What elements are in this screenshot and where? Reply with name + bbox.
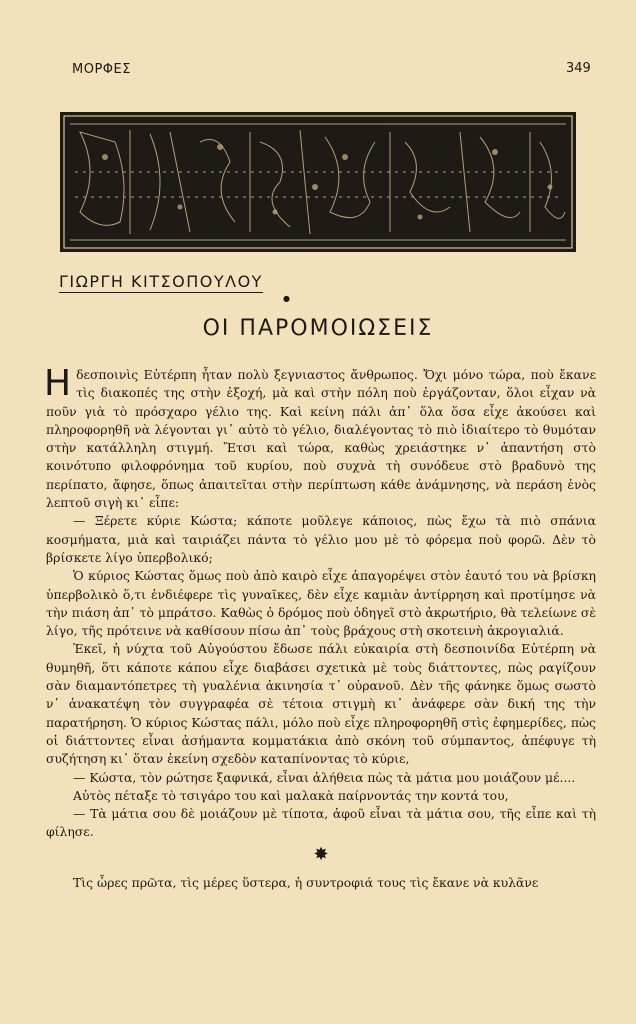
article-author: ΓΙΩΡΓΗ ΚΙΤΣΟΠΟΥΛΟΥ xyxy=(59,272,263,291)
paragraph-8: Τὶς ὧρες πρῶτα, τὶς μέρες ὕστερα, ἡ συντροφιά τους τὶς ἔκανε νὰ κυλᾶνε xyxy=(73,874,539,890)
journal-title: ΜΟΡΦΕΣ xyxy=(72,62,131,77)
paragraph-1-text: δεσποινὶς Εὐτέρπη ἦταν πολὺ ξεγνιαστος ἄνθρωπος. Ὄχι μόνο τώρα, ποὺ ἔκανε τὶς διακοπές της στὴν ἐξοχή, μὰ καὶ στὴν πόλη ποὺ ἐργάζονταν, ὅλοι εἶχαν νὰ ποῦν γιὰ τὸ πρόσχαρο γέλιο της. Καὶ κείνη πάλι ἀπ᾽ ὅλα ὅσα εἶχε ἀκούσει καὶ πληροφορηθῆ νὰ λέγονται γι᾽ αὐτὸ τὸ γέλιο, διαλέγοντας τὸ πιὸ ἰδιαίτερο τὸ θυμόταν στὴν κατάλληλη στιγμή. Ἔτσι καὶ τώρα, καθὼς χρειάστηκε ν᾽ ἀπαντήση στὸ κοινότυπο φιλοφρόνημα τοῦ κυρίου, ποὺ συχνὰ τὴ συνόδευε στὸ βραδυνὸ της περίπατο, ἄφησε, ὅπως ἀπαιτεῖται στὴν περίπτωση κάθε ἀνάμνησης, νὰ περάση ἑνὸς λεπτοῦ σιγὴ κι᾽ εἶπε: xyxy=(46,367,596,511)
author-ornament-mark: ● xyxy=(283,294,290,303)
article-title: ΟΙ ΠΑΡΟΜΟΙΩΣΕΙΣ xyxy=(202,316,434,341)
paragraph-7: — Τὰ μάτια σου δὲ μοιάζουν μὲ τίποτα, ἀφοῦ εἶναι τὰ μάτια σου, τῆς εἶπε καὶ τὴ φίλησε. xyxy=(46,806,596,840)
paragraph-5: — Κώστα, τὸν ρώτησε ξαφνικά, εἶναι ἀλήθεια πὼς τὰ μάτια μου μοιάζουν μέ.... xyxy=(73,769,576,785)
section-separator-icon: ✸ xyxy=(313,843,329,865)
drop-cap: Η xyxy=(44,363,72,404)
paragraph-3: Ὁ κύριος Κώστας ὅμως ποὺ ἀπὸ καιρὸ εἶχε ἀπαγορέψει στὸν ἑαυτό του νὰ βρίσκη ὑπερβολικὸ ὅ,τι ἐνδιέφερε τὶς γυναῖκες, δὲν εἶχε καμιὰν ἀντίρρηση καὶ προτίμησε νὰ τὴν πιάση ἀπ᾽ τὸ μπράτσο. Καθὼς ὁ δρόμος ποὺ ὁδηγεῖ στὸ ἀκρωτήριο, θὰ τελείωνε σὲ λίγο, τῆς πρότεινε νὰ καθίσουν πίσω ἀπ᾽ τοὺς βράχους στὴ σκοτεινὴ ἀκρογιαλιά. xyxy=(46,568,596,639)
decorative-woodcut-banner xyxy=(60,112,576,252)
paragraph-6: Αὐτὸς πέταξε τὸ τσιγάρο του καὶ μαλακὰ παίρνοντάς την κοντά του, xyxy=(73,787,509,803)
article-body xyxy=(44,363,596,892)
paragraph-2: — Ξέρετε κύριε Κώστα; κάποτε μοῦλεγε κάποιος, πὼς ἔχω τὰ πιὸ σπάνια κοσμήματα, μιὰ καὶ ταιριάζει πάντα τὸ γέλιο μου μὲ τὸ φόρεμα ποὺ φορῶ. Δὲν τὸ βρίσκετε λίγο ὑπερβολικό; xyxy=(46,513,596,565)
paragraph-4: Ἐκεῖ, ἡ νύχτα τοῦ Αὐγούστου ἔδωσε πάλι εὐκαιρία στὴ δεσποινίδα Εὐτέρπη νὰ θυμηθῆ, ὅτι κάποτε κάπου εἶχε διαβάσει σχετικὰ μὲ τοὺς διάττοντες, πὼς ραγίζουν σὰν διαμαντόπετρες τὴ γυαλένια ἀκινησία τ᾽ οὐρανοῦ. Δὲν τῆς φάνηκε ὅμως σωστὸ ν᾽ ἀνακατέψη τὸν συγγραφέα σὲ τέτοια στιγμὴ κι᾽ ἀνάφερε σὰν δική της τὴν παρατήρηση. Ὁ κύριος Κώστας πάλι, μόλο ποὺ εἶχε πληροφορηθῆ στὶς ἐφημερίδες, πὼς οἱ διάττοντες εἶναι ἀσήμαντα κομματάκια ἀπὸ σκόνη τοῦ σύμπαντος, ἀπέφυγε τὴ συζήτηση κι᾽ ὅταν ἐκείνη σχεδὸν καταπίνοντας τὸ κύριε, xyxy=(46,641,596,767)
page-number: 349 xyxy=(566,61,591,76)
paragraph-1 xyxy=(44,363,596,512)
